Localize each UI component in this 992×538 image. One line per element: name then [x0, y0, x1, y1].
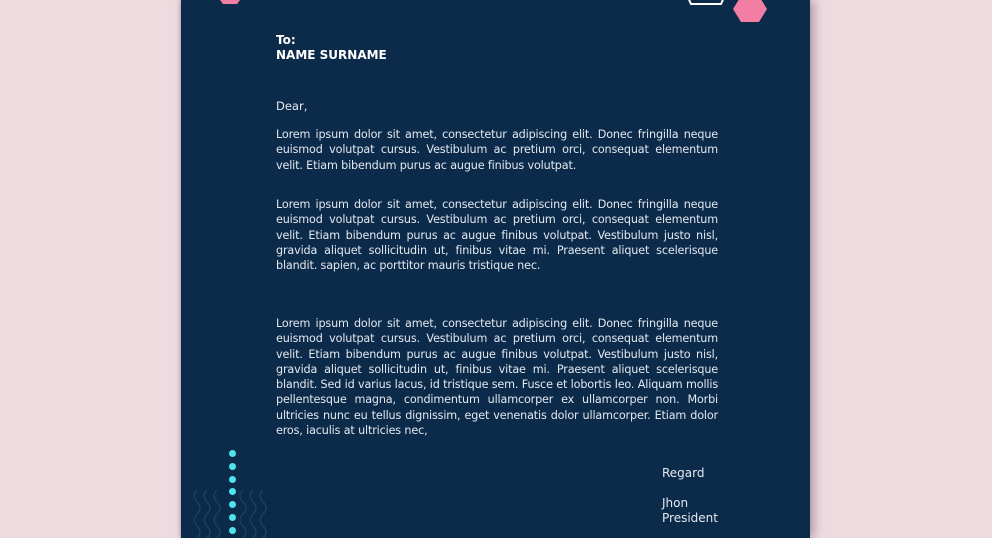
dot-icon	[229, 476, 236, 483]
hexagon-decoration-top-left	[217, 0, 243, 6]
dot-icon	[229, 527, 236, 534]
dot-icon	[229, 501, 236, 508]
dot-icon	[229, 514, 236, 521]
hexagon-outline-decoration	[684, 0, 728, 6]
salutation: Dear,	[276, 99, 308, 113]
hexagon-decoration-top-right	[733, 0, 767, 23]
to-label: To:	[276, 33, 296, 47]
recipient-name: NAME SURNAME	[276, 48, 387, 62]
body-paragraph-3: Lorem ipsum dolor sit amet, consectetur adipiscing elit. Donec fringilla neque euismod volutpat cursus. Vestibulum ac pretium orci, consequat elementum velit. Etiam bibendum purus ac augue finibus volutpat. Vestibulum justo nisl, gravida aliquet sollicitudin ut, finibus vitae mi. Praesent aliquet scelerisque blandit. Sed id varius lacus, id tristique sem. Fusce et lobortis leo. Aliquam mollis pellentesque magna, condimentum ullamcorper ex ullamcorper non. Morbi ultricies nunc eu tellus dignissim, eget venenatis dolor ullamcorper. Etiam dolor eros, iaculis at ultricies nec,	[276, 317, 718, 438]
letter-page	[181, 0, 810, 538]
signer-name: Jhon	[662, 496, 689, 510]
recipient-block	[276, 33, 387, 63]
closing: Regard	[662, 466, 705, 480]
body-paragraph-2: Lorem ipsum dolor sit amet, consectetur adipiscing elit. Donec fringilla neque euismod volutpat cursus. Vestibulum ac pretium orci, consequat elementum velit. Etiam bibendum purus ac augue finibus volutpat. Vestibulum justo nisl, gravida aliquet sollicitudin ut, finibus vitae mi. Praesent aliquet scelerisque blandit. sapien, ac porttitor mauris tristique nec.	[276, 198, 718, 273]
dot-icon	[229, 463, 236, 470]
dot-icon	[229, 488, 236, 495]
dot-column-decoration	[229, 450, 236, 538]
signer-title: President	[662, 511, 718, 525]
body-paragraph-1: Lorem ipsum dolor sit amet, consectetur adipiscing elit. Donec fringilla neque euismod volutpat cursus. Vestibulum ac pretium orci, consequat elementum velit. Etiam bibendum purus ac augue finibus volutpat.	[276, 128, 718, 172]
dot-icon	[229, 450, 236, 457]
signature-block	[662, 496, 718, 526]
